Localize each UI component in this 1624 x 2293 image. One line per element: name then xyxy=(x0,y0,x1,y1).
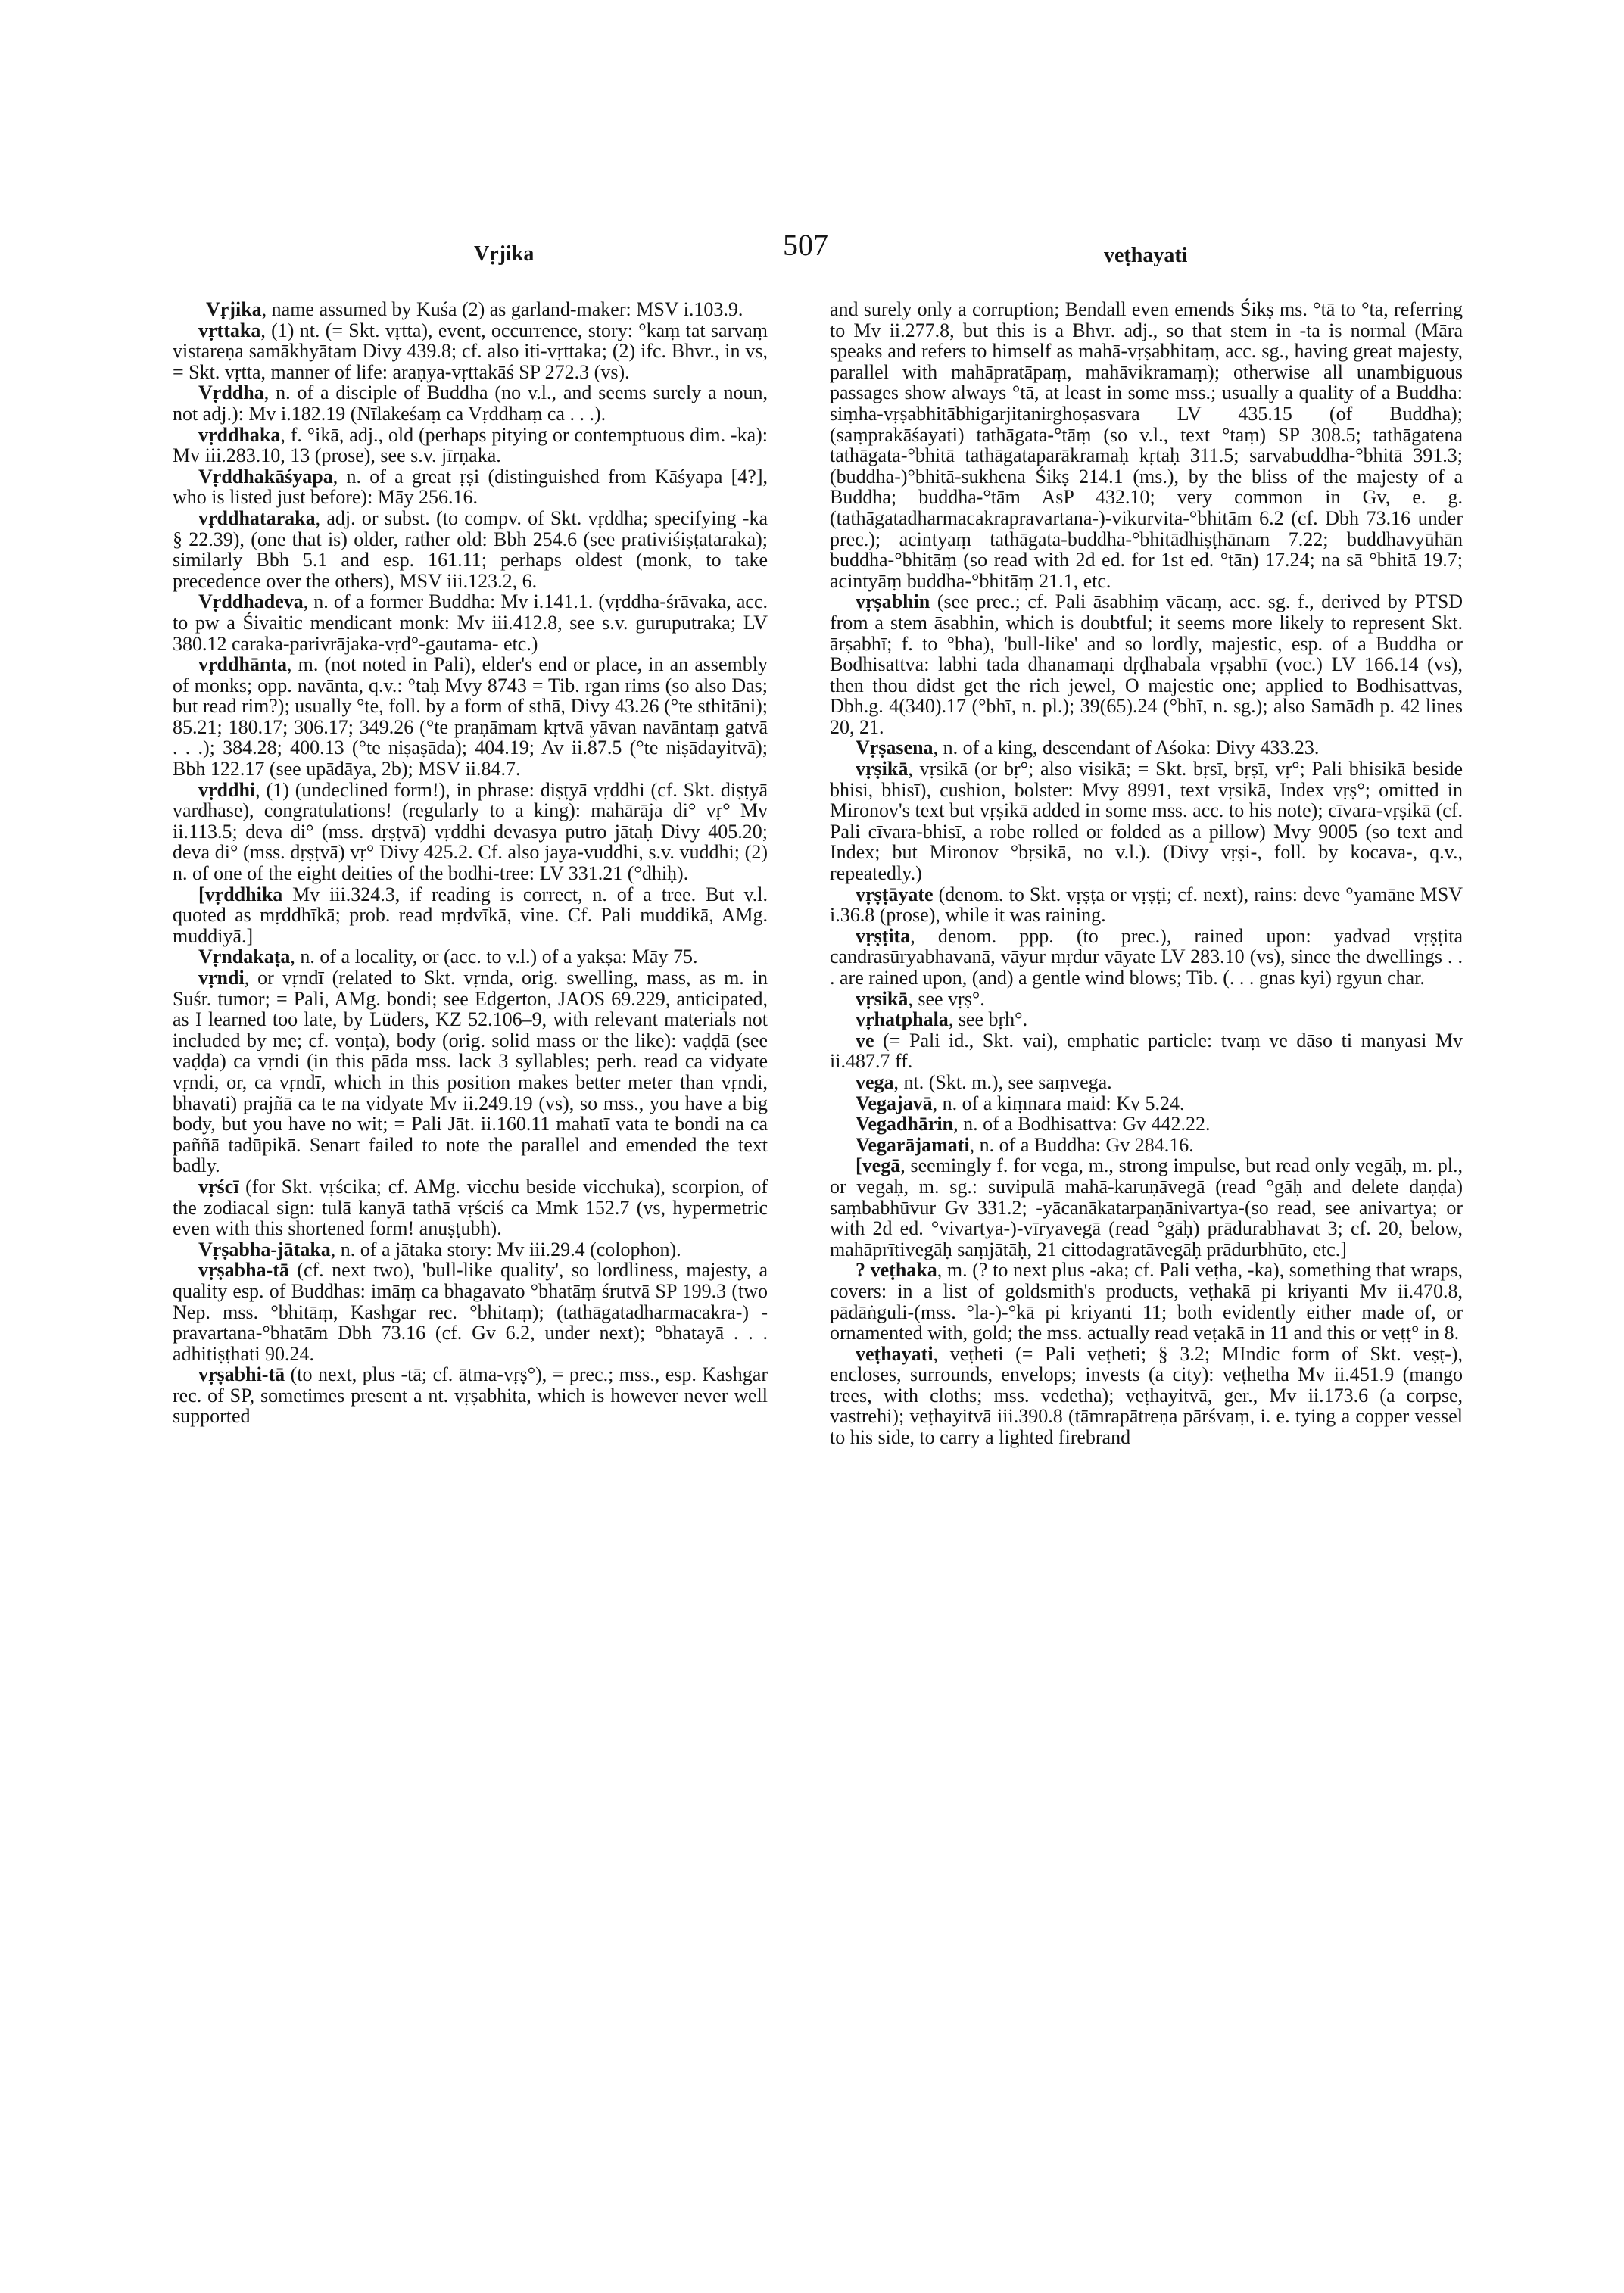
page-header xyxy=(0,227,1624,273)
entry-text: (see prec.; cf. Pali āsabhiṃ vācaṃ, acc. sg. f., derived by PTSD from a stem āsabhin, which is doubtful; it seems more likely to represent Skt. ārṣabhī; f. to °bha), 'bull-like' and so lordly, majestic, esp. of a Buddha or Bodhisattva: labhi tada dhanamaṇi dṛḍhabala vṛṣabhī (voc.) LV 166.14 (vs), then thou didst get the rich jewel, O majestic one; applied to Bodhisattvas, Dbh.g. 4(340).17 (°bhī, n. pl.); 39(65).24 (°bhī, n. sg.); also Samādh p. 42 lines 20, 21. xyxy=(830,590,1463,738)
dictionary-entry-continued xyxy=(830,299,1463,591)
entry-text: (= Pali id., Skt. vai), emphatic particle: tvaṃ ve dāso ti manyasi Mv ii.487.7 ff. xyxy=(830,1029,1463,1073)
entry-text: , n. of a former Buddha: Mv i.141.1. (vṛddha-śrāvaka, acc. to pw a Śivaitic mendicant monk: Mv iii.412.8, see s.v. guruputraka; LV 380.12 caraka-parivrājaka-vṛd°-gautama- etc.) xyxy=(173,590,768,655)
entry-text: , (1) nt. (= Skt. vṛtta), event, occurrence, story: °kaṃ tat sarvaṃ vistareṇa samākhyātam Divy 439.8; cf. also iti-vṛttaka; (2) ifc. Bhvr., in vs, = Skt. vṛtta, manner of life: araṇya-vṛttakāś SP 272.3 (vs). xyxy=(173,319,768,383)
entry-headword: vṛddhi xyxy=(198,778,256,801)
entry-text: , or vṛndī (related to Skt. vṛnda, orig. swelling, mass, as m. in Suśr. tumor; = Pali, AMg. bondi; see Edgerton, JAOS 69.229, anticipated, as I learned too late, by Lüders, KZ 52.106–9, with relevant materials not included by me; cf. vonṭa), body (orig. solid mass or the like): vaḍḍā (see vaḍḍa) ca vṛndi (in this pāda mss. lack 3 syllables; perh. read ca vidyate vṛndi, or, ca vṛndī, which in this position makes better meter than vṛndi, bhavati) prajñā ca te na vidyate Mv ii.249.19 (vs), so mss., you have a big body, but you have no wit; = Pali Jāt. ii.160.11 mahatī vata te bondi na ca paññā tadūpikā. Senart failed to note the parallel and emended the text badly. xyxy=(173,967,768,1177)
dictionary-entry xyxy=(173,591,768,654)
entry-text: , (1) (undeclined form!), in phrase: diṣṭyā vṛddhi (cf. Skt. diṣṭyā vardhase), congratulations! (regularly to a king): mahārāja di° vṛ° Mv ii.113.5; deva di° (mss. dṛṣṭvā) vṛddhi devasya putro jātaḥ Divy 405.20; deva di° (mss. dṛṣṭvā) vṛ° Divy 425.2. Cf. also jaya-vuddhi, s.v. vuddhi; (2) n. of one of the eight deities of the bodhi-tree: LV 331.21 (°dhiḥ). xyxy=(173,778,768,885)
page-number: 507 xyxy=(783,228,828,262)
dictionary-entry xyxy=(173,1239,768,1260)
entry-headword: vṛddhānta xyxy=(198,653,288,676)
dictionary-entry xyxy=(173,425,768,466)
dictionary-entry xyxy=(173,946,768,967)
dictionary-entry xyxy=(830,1009,1463,1030)
dictionary-entry xyxy=(830,1093,1463,1114)
dictionary-entry xyxy=(830,1114,1463,1135)
entry-headword: Vṛndakaṭa xyxy=(198,946,291,968)
entry-headword: Vṛddhakāśyapa xyxy=(198,465,333,488)
entry-headword: ve xyxy=(856,1029,874,1051)
dictionary-entry xyxy=(173,299,768,320)
entry-text: , n. of a king, descendant of Aśoka: Divy 433.23. xyxy=(933,737,1320,759)
entry-text: (cf. next two), 'bull-like quality', so lordliness, majesty, a quality esp. of Buddhas: imāṃ ca bhagavato °bhatāṃ śrutvā SP 199.3 (two Nep. mss. °bhitāṃ, Kashgar rec. °bhitaṃ); (tathāgatadharmacakra-) -pravartana-°bhatām Dbh 73.16 (cf. Gv 6.2, under next); °bhatayā . . . adhitiṣṭhati 90.24. xyxy=(173,1259,768,1365)
entry-text: , denom. ppp. (to prec.), rained upon: yadvad vṛṣṭita candrasūryabhavanā, vāyur mṛdur vāyate LV 283.10 (vs), since the dwellings . . . are rained upon, (and) a gentle wind blows; Tib. (. . . gnas kyi) rgyun char. xyxy=(830,924,1463,989)
entry-text: , n. of a Bodhisattva: Gv 442.22. xyxy=(953,1113,1211,1136)
entry-headword: Vegadhārin xyxy=(856,1113,954,1136)
entry-text: (for Skt. vṛścika; cf. AMg. vicchu beside vicchuka), scorpion, of the zodiacal sign: tulā kanyā tathā vṛściś ca Mmk 152.7 (vs, hypermetric even with this shortened form! anuṣṭubh). xyxy=(173,1175,768,1240)
entry-text: , seemingly f. for vega, m., strong impulse, but read only vegāḥ, m. pl., or vegaḥ, m. sg.: suvipulā mahā-karuṇāvegā (read °gāḥ and delete daṇḍa) saṃbabhūvur Gv 331.2; -yācanākatarpaṇānivartya-(so read, see anivartya; or with 2d ed. °vivartya-)-vīryavegā (read °gāḥ) prādurabhavat 3; cf. 20, below, mahāprītivegāḥ saṃjātāḥ, 21 cittodagratāvegāḥ prādurbhūto, etc.] xyxy=(830,1154,1463,1260)
entry-text: , see vṛṣ°. xyxy=(908,987,985,1010)
entry-headword: vṛhatphala xyxy=(856,1008,949,1031)
entry-headword: Vṛṣasena xyxy=(856,737,934,759)
entry-headword: vega xyxy=(856,1070,894,1093)
entry-text: , nt. (Skt. m.), see saṃvega. xyxy=(893,1070,1112,1093)
right-guide-word: veṭhayati xyxy=(1104,244,1188,267)
dictionary-entry xyxy=(830,759,1463,884)
dictionary-entry xyxy=(830,737,1463,759)
dictionary-entry xyxy=(830,1030,1463,1072)
dictionary-entry xyxy=(173,508,768,591)
entry-headword: vṛścī xyxy=(198,1175,239,1198)
entry-headword: Vṛddha xyxy=(198,382,264,404)
dictionary-entry xyxy=(173,654,768,780)
dictionary-entry xyxy=(830,591,1463,737)
entry-text: , n. of a Buddha: Gv 284.16. xyxy=(969,1133,1194,1156)
entry-headword: veṭhayati xyxy=(856,1342,934,1365)
dictionary-entry xyxy=(830,1072,1463,1093)
dictionary-entry xyxy=(830,1344,1463,1448)
dictionary-entry xyxy=(173,1260,768,1364)
entry-headword: Vegajavā xyxy=(856,1092,933,1114)
entry-headword: vṛddhataraka xyxy=(198,506,316,529)
dictionary-entry xyxy=(173,780,768,884)
entry-text: , n. of a locality, or (acc. to v.l.) of a yakṣa: Māy 75. xyxy=(290,946,698,968)
dictionary-entry xyxy=(830,926,1463,989)
entry-text: (to next, plus -tā; cf. ātma-vṛṣ°), = prec.; mss., esp. Kashgar rec. of SP, sometimes present a nt. vṛṣabhita, which is however never well supported xyxy=(173,1363,768,1428)
dictionary-entry xyxy=(173,1364,768,1427)
entry-headword: vṛṣṭāyate xyxy=(856,883,934,905)
entry-text: , m. (? to next plus -aka; cf. Pali veṭha, -ka), something that wraps, covers: in a list of goldsmith's products, veṭhakā pi kriyanti Mv ii.470.8, pādāṅguli-(mss. °la-)-°kā pi kriyanti 11; both evidently either made of, or ornamented with, gold; the mss. actually read veṭakā in 11 and this or veṭṭ° in 8. xyxy=(830,1259,1463,1344)
entry-headword: Vṛṣabha-jātaka xyxy=(198,1238,331,1260)
entry-text: , see bṛh°. xyxy=(948,1008,1028,1031)
entry-text: , veṭheti (= Pali veṭheti; § 3.2; MIndic form of Skt. veṣṭ-), encloses, surrounds, envelops; invests (a city): veṭhetha Mv ii.451.9 (mango trees, with cloths; mss. vedetha); veṭhayitvā, ger., Mv ii.173.6 (a corpse, vastrehi); veṭhayitvā iii.390.8 (tāmrapātreṇa pārśvaṃ, i. e. tying a copper vessel to his side, to carry a lighted firebrand xyxy=(830,1342,1463,1449)
dictionary-entry xyxy=(830,1135,1463,1156)
dictionary-entry xyxy=(173,382,768,424)
entry-text: , n. of a great ṛṣi (distinguished from Kāśyapa [4?], who is listed just before): Māy 256.16. xyxy=(173,465,768,509)
entry-headword: vṛṣabha-tā xyxy=(198,1259,289,1282)
entry-headword: vṛndi xyxy=(198,967,245,989)
entry-text: , m. (not noted in Pali), elder's end or place, in an assembly of monks; opp. navānta, q.v.: °taḥ Mvy 8743 = Tib. rgan rims (so also Das; but read rim?); usually °te, foll. by a form of sthā, Divy 43.26 (°te sthitāni); 85.21; 180.17; 306.17; 349.26 (°te praṇāmam kṛtvā yāvan navāntaṃ gatvā . . .); 384.28; 400.13 (°te niṣaṣāda); 404.19; Av ii.87.5 (°te niṣādayitvā); Bbh 122.17 (see upādāya, 2b); MSV ii.84.7. xyxy=(173,653,768,780)
entry-headword: [vṛddhika xyxy=(198,883,283,905)
dictionary-entry xyxy=(173,967,768,1176)
entry-text: , adj. or subst. (to compv. of Skt. vṛddha; specifying -ka § 22.39), (one that is) older, rather old: Bbh 254.6 (see prativiśiṣṭataraka); similarly Bbh 5.1 and esp. 161.11; perhaps oldest (monk, to take precedence over the others), MSV iii.123.2, 6. xyxy=(173,506,768,592)
dictionary-entry xyxy=(830,884,1463,926)
dictionary-entry xyxy=(173,320,768,383)
entry-headword: vṛṣikā xyxy=(856,758,909,780)
entry-headword: Vegarājamati xyxy=(856,1133,970,1156)
dictionary-entry xyxy=(830,989,1463,1010)
entry-headword: vṛṣṭita xyxy=(856,924,911,947)
dictionary-entry xyxy=(830,1155,1463,1260)
entry-text: , n. of a disciple of Buddha (no v.l., and seems surely a noun, not adj.): Mv i.182.19 (Nīlakeśaṃ ca Vṛddhaṃ ca . . .). xyxy=(173,382,768,425)
entry-text: , f. °ikā, adj., old (perhaps pitying or contemptuous dim. -ka): Mv iii.283.10, 13 (prose), see s.v. jīrṇaka. xyxy=(173,423,768,467)
entry-headword: vṛṣabhi-tā xyxy=(198,1363,285,1386)
left-guide-word: Vṛjika xyxy=(474,242,535,266)
entry-text: , name assumed by Kuśa (2) as garland-maker: MSV i.103.9. xyxy=(261,298,743,320)
entry-headword: Vṛjika xyxy=(206,298,262,320)
entry-text: , vṛsikā (or bṛ°; also visikā; = Skt. bṛsī, bṛṣī, vṛ°; Pali bhisikā beside bhisi, bhisī), cushion, bolster: Mvy 8991, text vṛsikā, Index vṛṣ°; omitted in Mironov's text but vṛṣikā added in some mss. acc. to his note); cīvara-vṛṣikā (cf. Pali cīvara-bhisī, a robe rolled or folded as a pillow) Mvy 9005 (so text and Index; but Mironov °bṛsikā, no v.l.). (Divy vṛṣi-, foll. by kocava-, q.v., repeatedly.) xyxy=(830,758,1463,885)
entry-headword: vṛṣabhin xyxy=(856,590,930,613)
entry-headword: vṛsikā xyxy=(856,987,909,1010)
dictionary-entry xyxy=(830,1260,1463,1343)
entry-headword: vṛddhaka xyxy=(198,423,281,446)
entry-text: , n. of a jātaka story: Mv iii.29.4 (colophon). xyxy=(330,1238,681,1260)
dictionary-entry xyxy=(173,466,768,508)
entry-headword: [vegā xyxy=(856,1154,901,1177)
right-column xyxy=(830,299,1463,1448)
left-column xyxy=(173,299,768,1427)
entry-headword: ? veṭhaka xyxy=(856,1259,937,1282)
dictionary-entry xyxy=(173,884,768,947)
entry-text: and surely only a corruption; Bendall even emends Śikṣ ms. °tā to °ta, referring to Mv ii.277.8, but this is a Bhvr. adj., so that stem in -ta is normal (Māra speaks and refers to himself as mahā-vṛṣabhitaṃ, acc. sg., having great majesty, parallel with mahāpratāpaṃ, mahāvikramaṃ); otherwise all unambiguous passages show always °tā, at least in some mss.; usually a quality of a Buddha: siṃha-vṛṣabhitābhigarjitanirghoṣasvara LV 435.15 (of Buddha); (saṃprakāśayati) tathāgata-°tāṃ (so v.l., text °taṃ) SP 308.5; tathāgatena tathāgata-°bhitā tathāgataparākramaḥ kṛtaḥ 311.5; sarvabuddha-°bhitā 391.3; (buddha-)°bhitā-sukhena Śikṣ 214.1 (ms.), by the bliss of the majesty of a Buddha; buddha-°tām AsP 432.10; very common in Gv, e. g. (tathāgatadharmacakrapravartana-)-vikurvita-°bhitām 6.2 (cf. Dbh 73.16 under prec.); acintyaṃ tathāgata-buddha-°bhitādhiṣṭhānam 7.22; buddhavyūhān buddha-°bhitāṃ (so read with 2d ed. for 1st ed. °tān) 17.24; na sā °bhitā 19.7; acintyāṃ buddha-°bhitāṃ 21.1, etc. xyxy=(830,298,1463,592)
entry-headword: Vṛddhadeva xyxy=(198,590,304,613)
dictionary-entry xyxy=(173,1176,768,1239)
entry-headword: vṛttaka xyxy=(198,319,261,341)
entry-text: (denom. to Skt. vṛṣṭa or vṛṣṭi; cf. next), rains: deve °yamāne MSV i.36.8 (prose), while it was raining. xyxy=(830,883,1463,927)
entry-text: Mv iii.324.3, if reading is correct, n. of a tree. But v.l. quoted as mṛddhīkā; prob. read mṛdvīkā, vine. Cf. Pali muddikā, AMg. muddiyā.] xyxy=(173,883,768,947)
entry-text: , n. of a kiṃnara maid: Kv 5.24. xyxy=(932,1092,1185,1114)
